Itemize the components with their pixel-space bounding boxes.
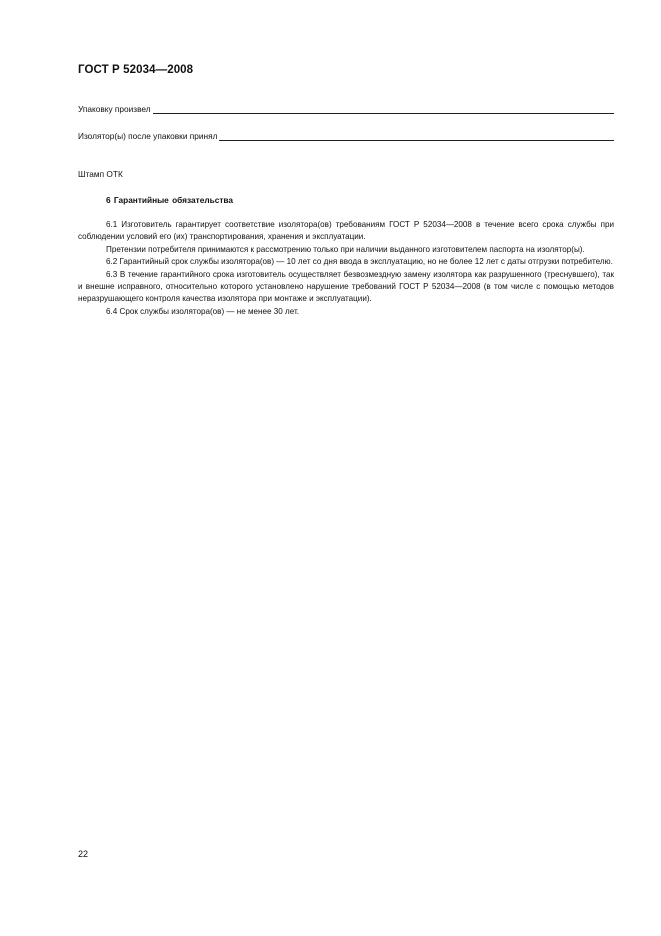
paragraph: 6.1 Изготовитель гарантирует соответствие изолятора(ов) требованиям ГОСТ Р 52034—2008 в течение всего срока службы при соблюдении условий его (их) транспортирования, хранения и эксплуатации. bbox=[78, 220, 614, 242]
accepted-by-field bbox=[78, 131, 614, 141]
paragraph: 6.3 В течение гарантийного срока изготовитель осуществляет безвозмездную замену изолятора как разрушенного (треснувшего), так и внешне исправного, относительно которого установлено нарушение требований ГОСТ Р 52034—2008 (в том числе с помощью методов неразрушающего контроля качества изолятора при монтаже и эксплуатации). bbox=[78, 269, 614, 304]
page-number: 22 bbox=[78, 849, 89, 859]
accepted-by-label: Изолятор(ы) после упаковки принял bbox=[78, 131, 218, 141]
packed-by-field bbox=[78, 104, 614, 114]
packed-by-signature-line bbox=[153, 105, 614, 114]
paragraph: 6.2 Гарантийный срок службы изолятора(ов) — 10 лет со дня ввода в эксплуатацию, но не более 12 лет с даты отгрузки потребителю. bbox=[106, 257, 613, 267]
accepted-by-signature-line bbox=[219, 132, 614, 141]
section-body bbox=[78, 219, 614, 318]
paragraph: Претензии потребителя принимаются к рассмотрению только при наличии выданного изготовителем паспорта на изолятор(ы). bbox=[106, 244, 585, 254]
document-header: ГОСТ Р 52034—2008 bbox=[78, 64, 194, 76]
paragraph: 6.4 Срок службы изолятора(ов) — не менее 30 лет. bbox=[106, 306, 299, 316]
stamp-label: Штамп ОТК bbox=[78, 169, 123, 179]
packed-by-label: Упаковку произвел bbox=[78, 104, 151, 114]
section-title: 6 Гарантийные обязательства bbox=[106, 195, 233, 205]
